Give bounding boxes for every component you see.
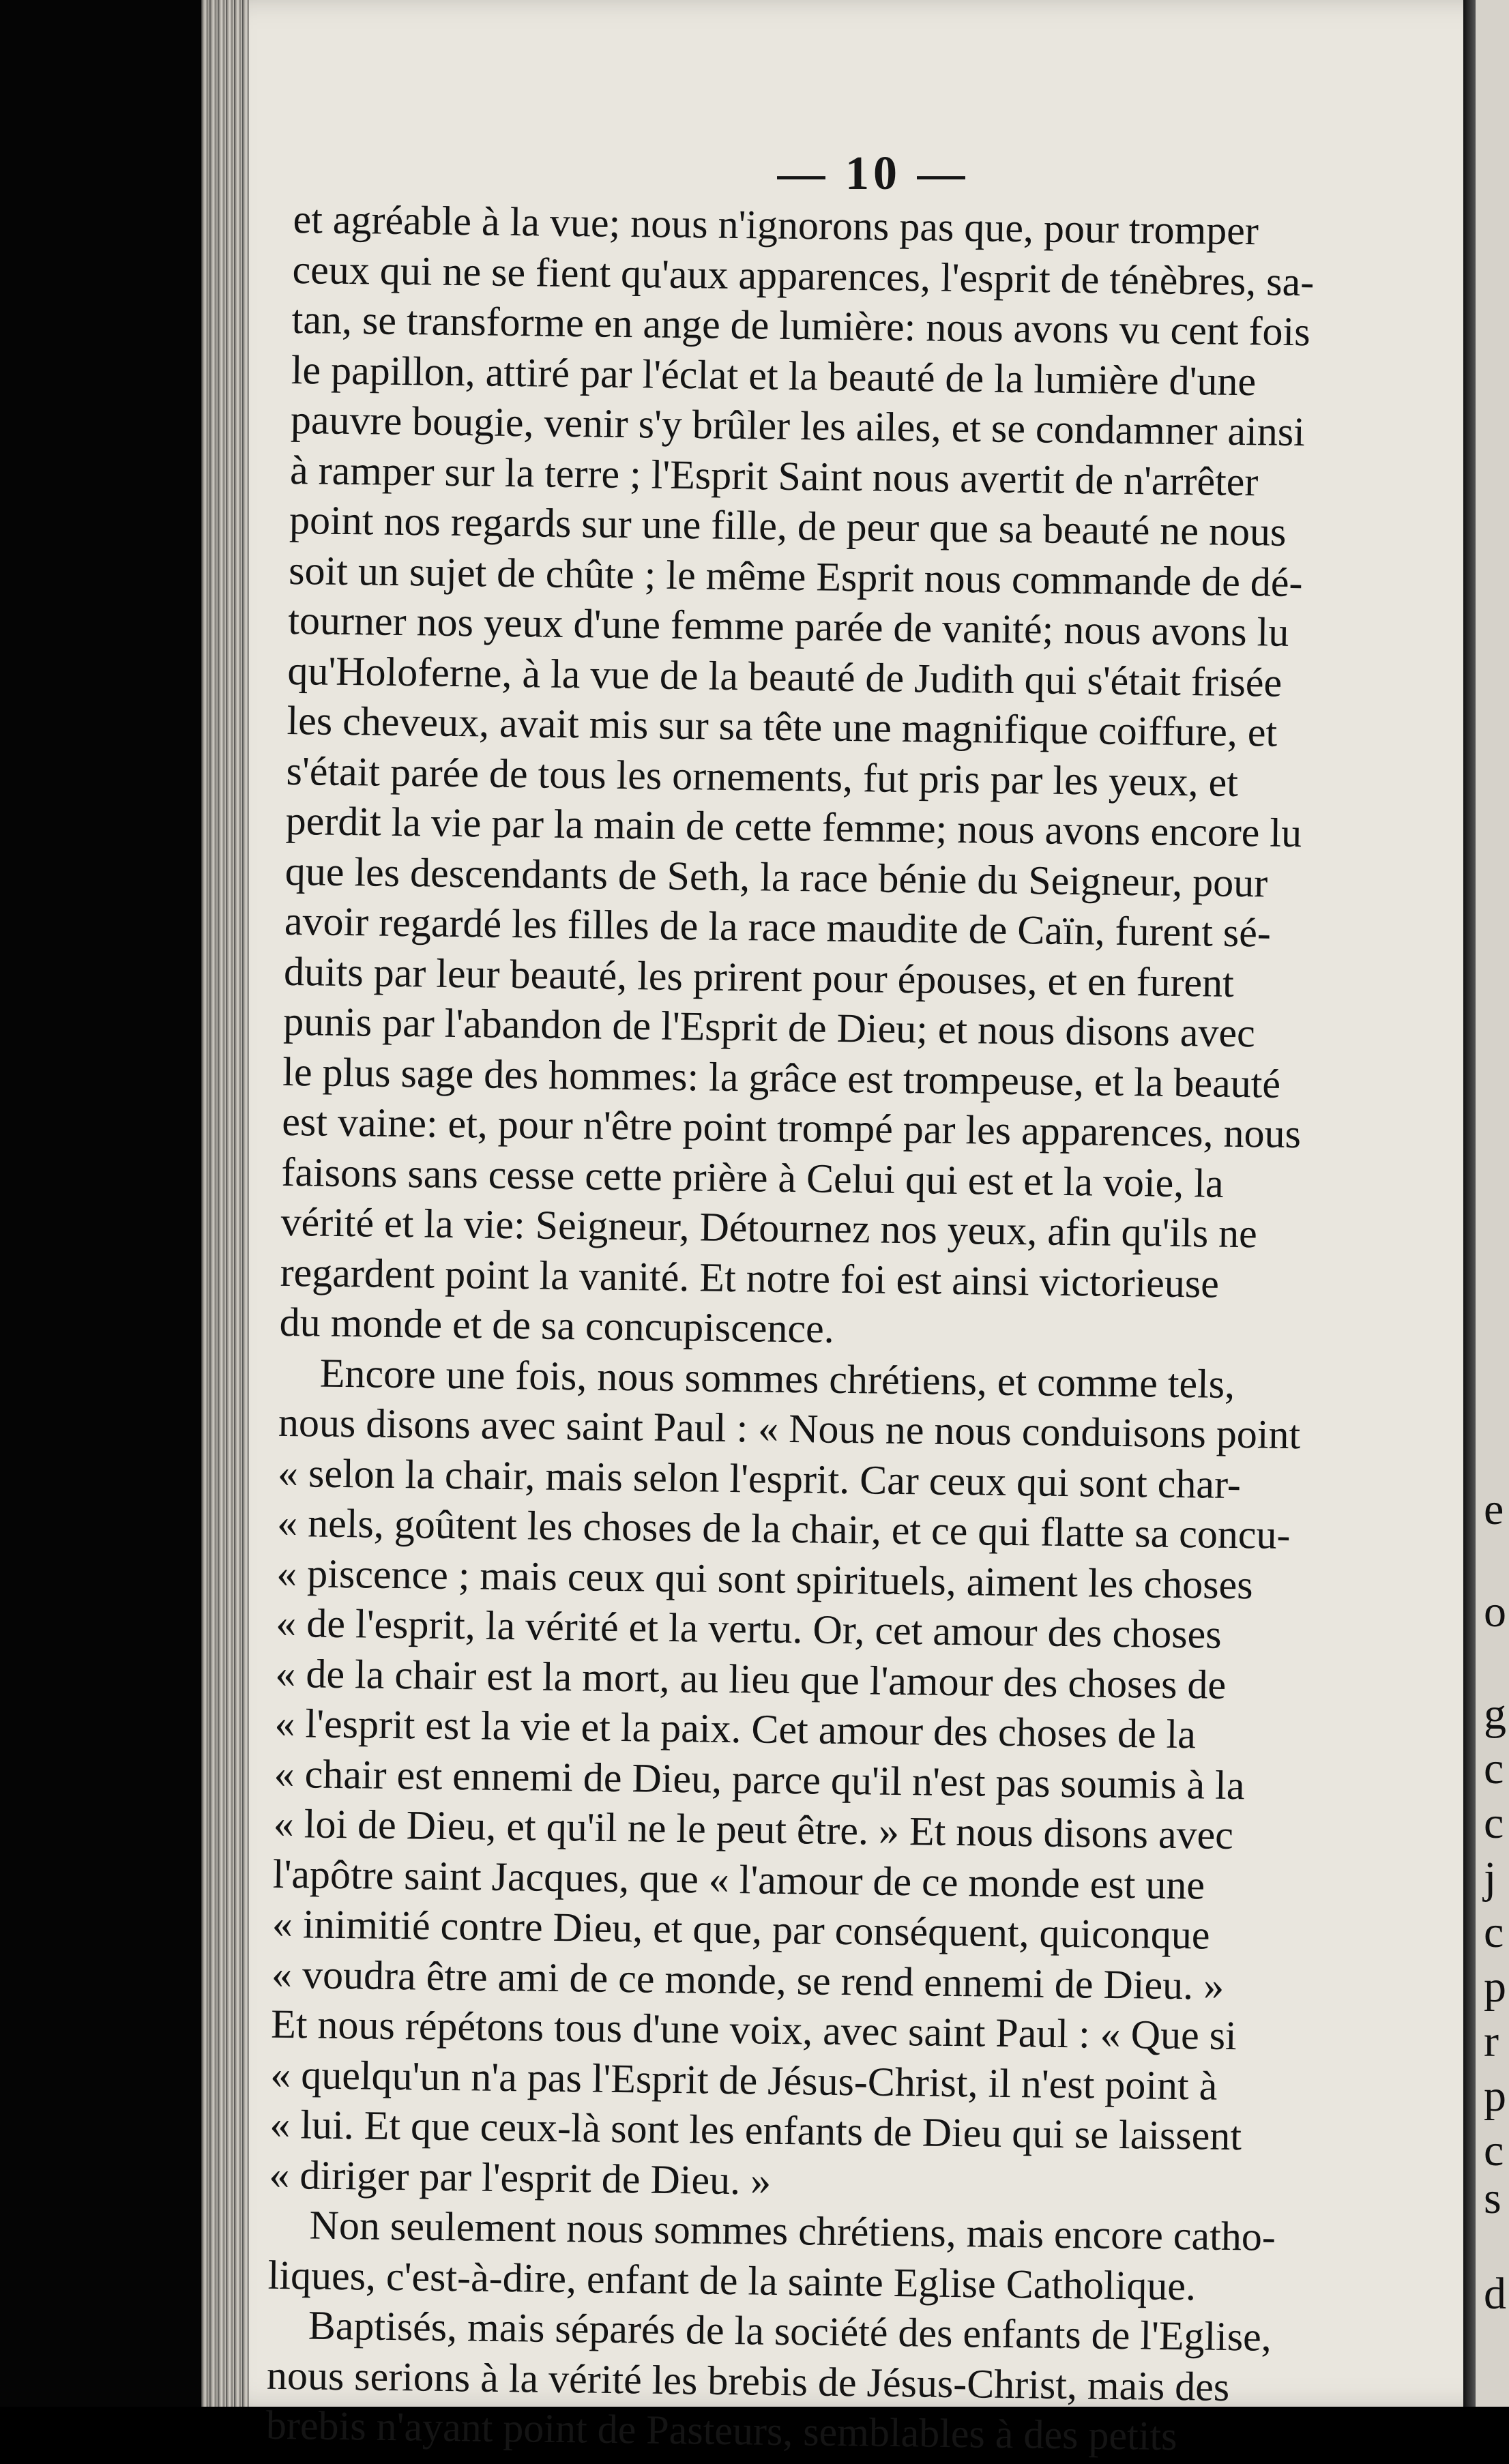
text-line: « piscence ; mais ceux qui sont spirituels, aiment les choses (276, 1550, 1253, 1607)
facing-page-letter: o (1484, 1587, 1506, 1637)
text-line: « lui. Et que ceux-là sont les enfants de Dieu qui se laissent (269, 2101, 1242, 2159)
facing-page-letter: g (1484, 1689, 1506, 1739)
text-line: pauvre bougie, venir s'y brûler les ailes, et se condamner ainsi (290, 396, 1306, 455)
text-line: ceux qui ne se fient qu'aux apparences, l'esprit de ténèbres, sa- (292, 246, 1315, 304)
text-line: et agréable à la vue; nous n'ignorons pas que, pour tromper (293, 196, 1259, 254)
facing-page-letter: d (1484, 2269, 1506, 2319)
facing-page-letter: s (1484, 2173, 1501, 2223)
text-line: les cheveux, avait mis sur sa tête une magnifique coiffure, et (287, 697, 1278, 755)
text-line: nous disons avec saint Paul : « Nous ne nous conduisons point (278, 1399, 1301, 1458)
text-line: à ramper sur la terre ; l'Esprit Saint nous avertit de n'arrêter (289, 447, 1259, 504)
page-number: — 10 — (777, 147, 969, 200)
text-line: liques, c'est-à-dire, enfant de la sainte Eglise Catholique. (267, 2252, 1197, 2308)
facing-page-letter: c (1484, 1907, 1504, 1957)
text-line: tourner nos yeux d'une femme parée de vanité; nous avons lu (287, 597, 1289, 655)
text-line: « chair est ennemi de Dieu, parce qu'il n'est pas soumis à la (274, 1750, 1245, 1808)
page-body-text (266, 194, 1395, 2464)
facing-page-shadow (1463, 0, 1476, 2407)
facing-page-letter: c (1484, 1798, 1504, 1848)
text-line: « de l'esprit, la vérité et la vertu. Or, cet amour des choses (276, 1600, 1222, 1657)
text-line: « quelqu'un n'a pas l'Esprit de Jésus-Christ, il n'est point à (269, 2051, 1218, 2109)
facing-page-letter: c (1484, 2126, 1504, 2175)
text-line: « diriger par l'esprit de Dieu. » (269, 2152, 772, 2203)
facing-page-letter: r (1484, 2016, 1499, 2066)
text-line: point nos regards sur une fille, de peur que sa beauté ne nous (289, 497, 1287, 555)
text-line: regardent point la vanité. Et notre foi est ainsi victorieuse (280, 1249, 1220, 1306)
text-line: qu'Holoferne, à la vue de la beauté de Judith qui s'était frisée (287, 647, 1283, 705)
book-page (201, 0, 1463, 2459)
text-line: Encore une fois, nous sommes chrétiens, et comme tels, (319, 1350, 1235, 1407)
text-line: perdit la vie par la main de cette femme; nous avons encore lu (285, 797, 1302, 856)
facing-page-letter: p (1484, 2071, 1506, 2121)
text-line: Non seulement nous sommes chrétiens, mais encore catho- (309, 2202, 1276, 2259)
text-line: « l'esprit est la vie et la paix. Cet amour des choses de la (274, 1700, 1197, 1757)
facing-page-letter: j (1484, 1853, 1497, 1903)
text-line: « inimitié contre Dieu, et que, par conséquent, quiconque (272, 1901, 1210, 1958)
text-line: Baptisés, mais séparés de la société des enfants de l'Eglise, (308, 2302, 1272, 2360)
text-line: vérité et la vie: Seigneur, Détournez nos yeux, afin qu'ils ne (280, 1199, 1258, 1257)
paragraph (269, 1347, 1381, 2213)
text-line: « selon la chair, mais selon l'esprit. Car ceux qui sont char- (277, 1450, 1242, 1507)
text-line: tan, se transforme en ange de lumière: nous avons vu cent fois (291, 296, 1310, 355)
text-line: l'apôtre saint Jacques, que « l'amour de ce monde est une (272, 1851, 1205, 1908)
text-line: « loi de Dieu, et qu'il ne le peut être. » Et nous disons avec (273, 1800, 1234, 1858)
facing-page-edge (1463, 0, 1509, 2407)
paragraph (279, 194, 1395, 1361)
text-line: le papillon, attiré par l'éclat et la beauté de la lumière d'une (291, 347, 1257, 404)
facing-page-letter: p (1484, 1962, 1506, 2012)
text-line: du monde et de sa concupiscence. (279, 1299, 835, 1351)
facing-page-letter: c (1484, 1744, 1504, 1793)
text-line: « de la chair est la mort, au lieu que l'amour des choses de (275, 1650, 1227, 1707)
text-line: est vaine: et, pour n'être point trompé par les apparences, nous (281, 1098, 1302, 1157)
scan-gutter (0, 0, 201, 2407)
paragraph (266, 2300, 1370, 2464)
text-line: faisons sans cesse cette prière à Celui qui est et la voie, la (281, 1149, 1224, 1206)
paragraph (267, 2200, 1371, 2314)
text-line: avoir regardé les filles de la race maudite de Caïn, furent sé- (284, 898, 1272, 956)
page-spine-edge (201, 0, 249, 2407)
text-line: « voudra être ami de ce monde, se rend ennemi de Dieu. » (271, 1951, 1225, 2008)
facing-page-letter: e (1484, 1484, 1504, 1534)
text-line: Et nous répétons tous d'une voix, avec saint Paul : « Que si (270, 2001, 1237, 2059)
text-line: duits par leur beauté, les prirent pour épouses, et en furent (283, 948, 1235, 1006)
text-line: que les descendants de Seth, la race bénie du Seigneur, pour (284, 848, 1268, 906)
text-line: le plus sage des hommes: la grâce est trompeuse, et la beauté (282, 1048, 1281, 1106)
text-line: punis par l'abandon de l'Esprit de Dieu; et nous disons avec (282, 998, 1256, 1056)
text-line: brebis n'ayant point de Pasteurs, semblables à des petits (265, 2402, 1177, 2459)
text-line: s'était parée de tous les ornements, fut pris par les yeux, et (286, 748, 1239, 805)
text-line: « nels, goûtent les choses de la chair, et ce qui flatte sa concu- (276, 1499, 1291, 1557)
text-line: soit un sujet de chûte ; le même Esprit nous commande de dé- (288, 547, 1303, 605)
text-line: nous serions à la vérité les brebis de Jésus-Christ, mais des (266, 2352, 1230, 2409)
